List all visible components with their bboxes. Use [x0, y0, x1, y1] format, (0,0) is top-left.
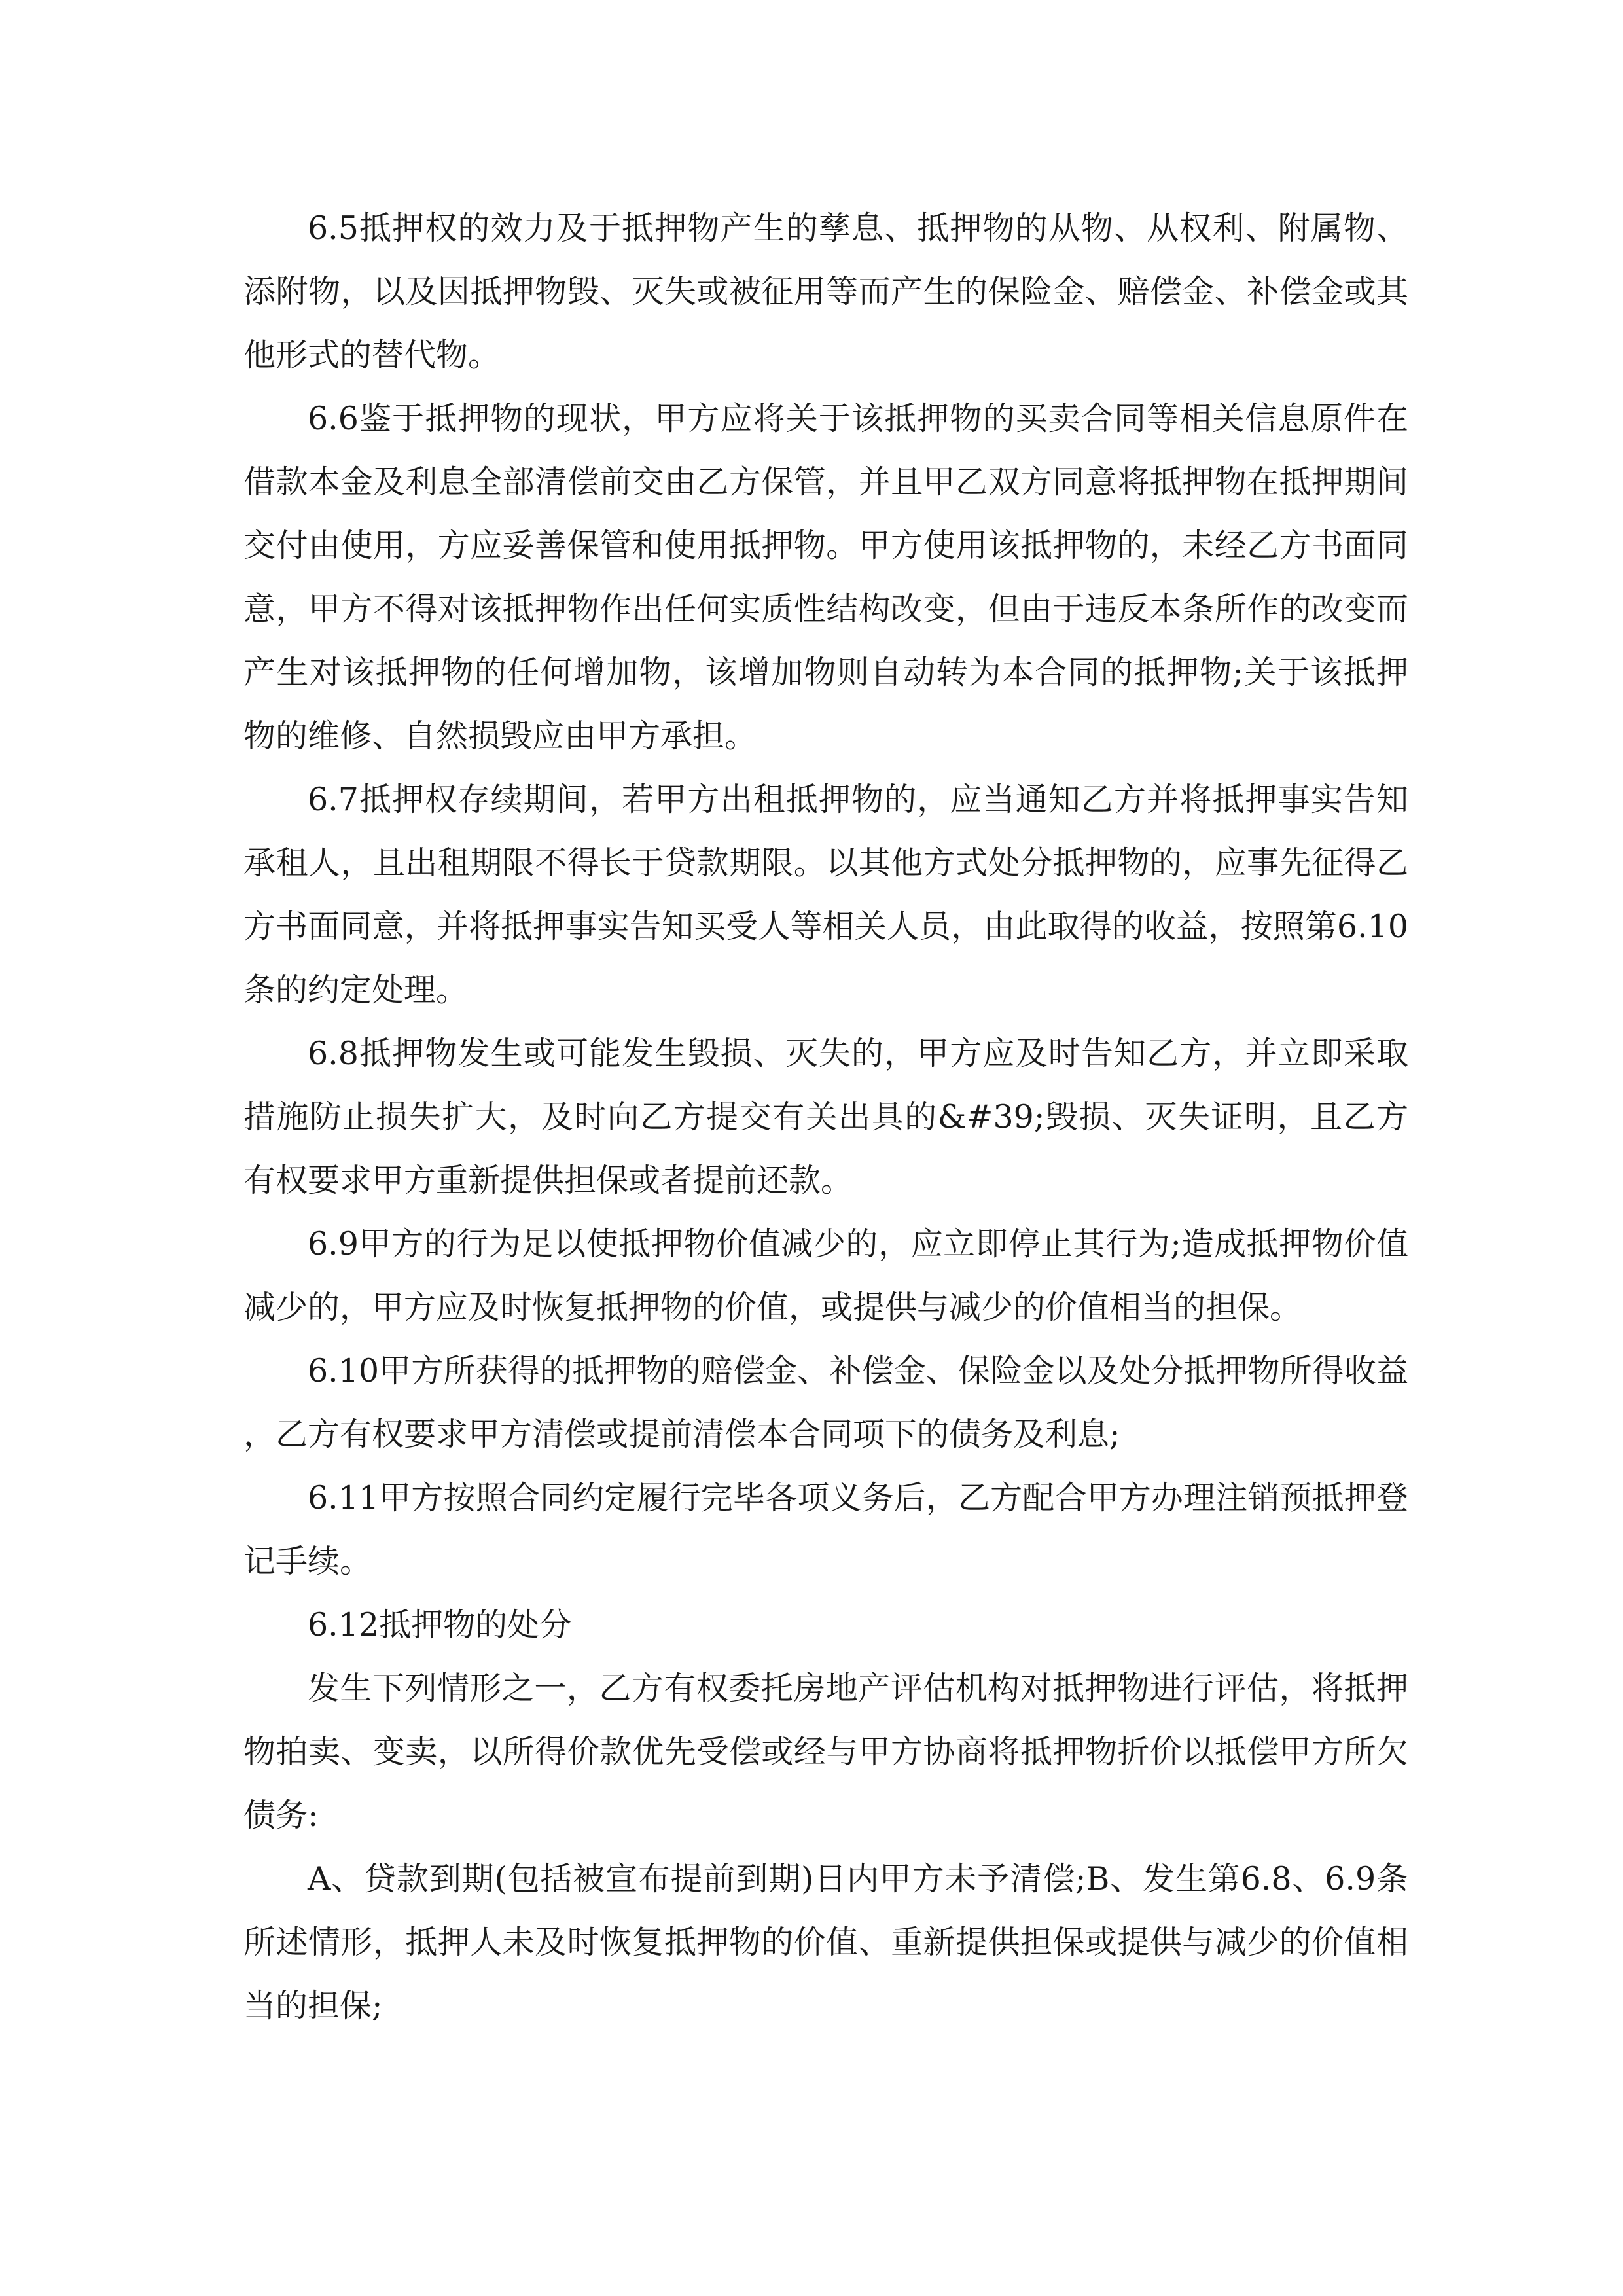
paragraph-disposal-conditions: 发生下列情形之一，乙方有权委托房地产评估机构对抵押物进行评估，将抵押物拍卖、变卖，以所得价款优先受偿或经与甲方协商将抵押物折价以抵偿甲方所欠债务:: [243, 1670, 1408, 1834]
paragraph-6-10: 6.10甲方所获得的抵押物的赔偿金、补偿金、保险金以及处分抵押物所得收益，乙方有权要求甲方清偿或提前清偿本合同项下的债务及利息;: [243, 1352, 1408, 1453]
paragraph-6-11: 6.11甲方按照合同约定履行完毕各项义务后，乙方配合甲方办理注销预抵押登记手续。: [243, 1479, 1408, 1580]
paragraph-6-9: 6.9甲方的行为足以使抵押物价值减少的，应立即停止其行为;造成抵押物价值减少的，甲方应及时恢复抵押物的价值，或提供与减少的价值相当的担保。: [243, 1225, 1408, 1326]
paragraph-6-5: 6.5抵押权的效力及于抵押物产生的孳息、抵押物的从物、从权利、附属物、添附物，以及因抵押物毁、灭失或被征用等而产生的保险金、赔偿金、补偿金或其他形式的替代物。: [243, 209, 1408, 374]
paragraph-6-7: 6.7抵押权存续期间，若甲方出租抵押物的，应当通知乙方并将抵押事实告知承租人，且出租期限不得长于贷款期限。以其他方式处分抵押物的，应事先征得乙方书面同意，并将抵押事实告知买受人等相关人员，由此取得的收益，按照第6.10条的约定处理。: [243, 781, 1408, 1009]
document-body: [243, 196, 1408, 2037]
paragraph-6-8: 6.8抵押物发生或可能发生毁损、灭失的，甲方应及时告知乙方，并立即采取措施防止损失扩大，及时向乙方提交有关出具的&#39;毁损、灭失证明，且乙方有权要求甲方重新提供担保或者提前还款。: [243, 1035, 1408, 1199]
section-heading-6-12: 6.12抵押物的处分: [308, 1606, 572, 1643]
paragraph-6-6: 6.6鉴于抵押物的现状，甲方应将关于该抵押物的买卖合同等相关信息原件在借款本金及利息全部清偿前交由乙方保管，并且甲乙双方同意将抵押物在抵押期间交付由使用，方应妥善保管和使用抵押物。甲方使用该抵押物的，未经乙方书面同意，甲方不得对该抵押物作出任何实质性结构改变，但由于违反本条所作的改变而产生对该抵押物的任何增加物，该增加物则自动转为本合同的抵押物;关于该抵押物的维修、自然损毁应由甲方承担。: [243, 400, 1408, 755]
paragraph-conditions-list: A、贷款到期(包括被宣布提前到期)日内甲方未予清偿;B、发生第6.8、6.9条所述情形，抵押人未及时恢复抵押物的价值、重新提供担保或提供与减少的价值相当的担保;: [243, 1860, 1408, 2024]
